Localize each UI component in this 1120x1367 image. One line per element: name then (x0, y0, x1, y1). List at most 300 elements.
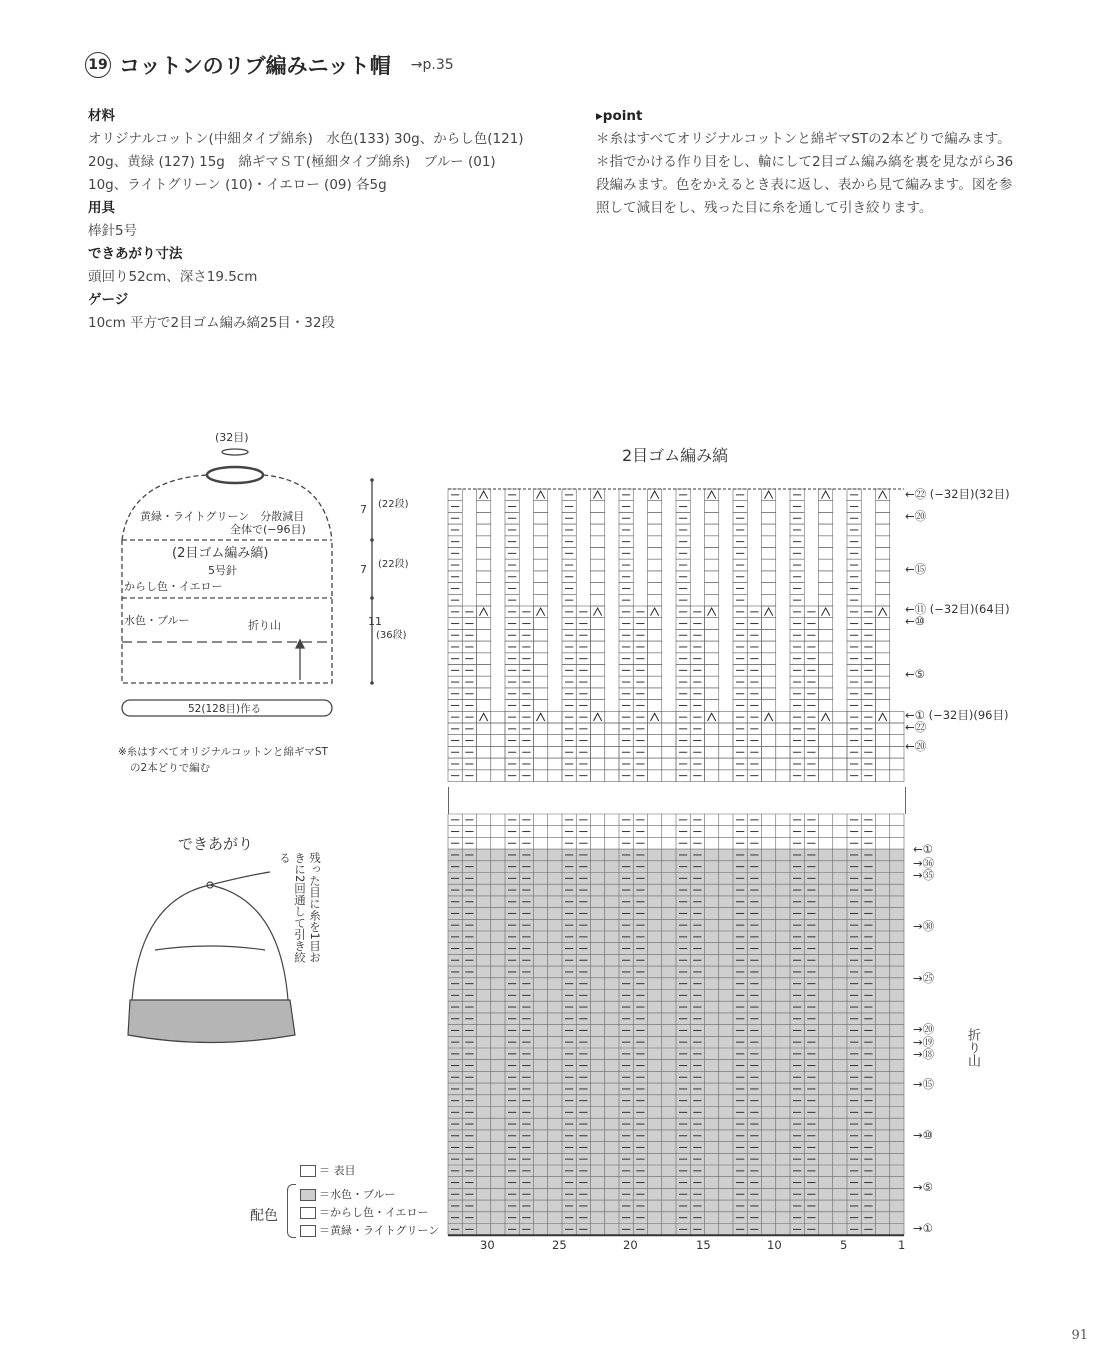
chart-cell (477, 653, 491, 665)
chart-cell (534, 524, 548, 536)
decrease-symbol (537, 491, 545, 499)
chart-cell (591, 723, 605, 735)
chart-cell (548, 711, 562, 723)
legend-swatch (300, 1207, 316, 1219)
decrease-symbol (765, 608, 773, 616)
arrow-head (296, 640, 304, 648)
chart-cell (648, 512, 662, 524)
chart-cell (534, 618, 548, 630)
yarn-note: の2本どりで編む (130, 762, 211, 774)
crown-left (122, 475, 207, 540)
chart-cell (762, 618, 776, 630)
chart-cell (762, 536, 776, 548)
chart-cell (876, 746, 890, 758)
decrease-symbol (480, 713, 488, 721)
chart-cell (534, 583, 548, 595)
chart-cell (648, 594, 662, 606)
row-label: ←㉒ (905, 720, 927, 734)
chart-cell (876, 641, 890, 653)
chart-cell (705, 746, 719, 758)
chart-cell (477, 688, 491, 700)
chart-cell (477, 770, 491, 782)
chart-cell (477, 700, 491, 712)
legend-group-label: 配色 (250, 1208, 278, 1224)
chart-cell (705, 583, 719, 595)
chart-cell (491, 758, 505, 770)
chart-cell (648, 665, 662, 677)
row-label: ←⑳ (905, 509, 927, 523)
page-title (85, 50, 454, 80)
chart-lower-grid (448, 814, 910, 1236)
chart-cell (534, 688, 548, 700)
chart-cell (605, 723, 619, 735)
gauge-heading: ゲージ (88, 292, 129, 308)
chart-cell (819, 501, 833, 513)
x-tick: 10 (767, 1238, 782, 1252)
chart-cell (776, 735, 790, 747)
chart-cell (705, 770, 719, 782)
tools-text: 棒針5号 (88, 223, 138, 239)
chart-cell (591, 512, 605, 524)
chart-cell (591, 641, 605, 653)
materials-section (88, 105, 578, 335)
row-label: →⑤ (913, 1180, 933, 1194)
top-opening (207, 467, 263, 483)
chart-cell (491, 746, 505, 758)
chart-cell (534, 594, 548, 606)
chart-cell (819, 770, 833, 782)
cast-on-label: 52(128目)作る (188, 703, 262, 715)
chart-cell (762, 512, 776, 524)
chart-cell (477, 501, 491, 513)
chart-cell (705, 571, 719, 583)
point-heading: ▸point (596, 108, 643, 124)
chart-title: 2目ゴム編み縞 (622, 446, 729, 465)
chart-cell (648, 641, 662, 653)
decrease-symbol (765, 713, 773, 721)
legend-swatch-shaded (300, 1189, 316, 1201)
chart-cell (819, 665, 833, 677)
chart-cell (705, 700, 719, 712)
pattern-number: 19 (85, 52, 111, 78)
chart-cell (762, 723, 776, 735)
x-tick: 30 (480, 1238, 495, 1252)
chart-cell (591, 629, 605, 641)
chart-cell (591, 770, 605, 782)
chart-cell (762, 559, 776, 571)
chart-cell (762, 583, 776, 595)
row-label: ←① (913, 842, 933, 856)
needle-label: 5号針 (208, 564, 237, 577)
legend-brace (287, 1184, 296, 1238)
chart-cell (705, 735, 719, 747)
chart-cell (534, 512, 548, 524)
decrease-symbol (765, 491, 773, 499)
chart-cell (819, 583, 833, 595)
chart-cell (876, 653, 890, 665)
chart-cell (762, 571, 776, 583)
chart-cell (833, 746, 847, 758)
gauge-text: 10cm 平方で2目ゴム編み縞25目・32段 (88, 315, 335, 331)
chart-cell (776, 770, 790, 782)
chart-cell (705, 676, 719, 688)
chart-cell (477, 723, 491, 735)
chart-cell (876, 536, 890, 548)
chart-cell (705, 618, 719, 630)
chart-cell (705, 641, 719, 653)
chart-cell (591, 618, 605, 630)
chart-cell (648, 700, 662, 712)
chart-cell (762, 676, 776, 688)
chart-cell (591, 594, 605, 606)
chart-cell (705, 723, 719, 735)
chart-cell (477, 594, 491, 606)
chart-cell (876, 676, 890, 688)
chart-cell (548, 723, 562, 735)
chart-cell (819, 723, 833, 735)
chart-cell (534, 665, 548, 677)
chart-cell (719, 758, 733, 770)
chart-cell (762, 653, 776, 665)
chart-cell (833, 711, 847, 723)
chart-cell (477, 548, 491, 560)
chart-cell (890, 770, 904, 782)
chart-cell (591, 735, 605, 747)
chart-cell (591, 700, 605, 712)
chart-cell (605, 735, 619, 747)
tools-heading: 用具 (88, 200, 115, 216)
chart-cell (534, 770, 548, 782)
chart-cell (591, 676, 605, 688)
chart-cell (762, 641, 776, 653)
decrease-symbol (879, 713, 887, 721)
chart-cell (591, 688, 605, 700)
chart-cell (876, 594, 890, 606)
dimension-cm: 11 (368, 615, 382, 628)
chart-cell (477, 583, 491, 595)
hat-brim (128, 1000, 295, 1043)
chart-cell (662, 735, 676, 747)
chart-cell (819, 758, 833, 770)
yarn-note: ※糸はすべてオリジナルコットンと綿ギマST (118, 746, 328, 758)
decrease-symbol (822, 491, 830, 499)
chart-cell (548, 735, 562, 747)
chart-cell (534, 536, 548, 548)
legend-swatch (300, 1165, 316, 1177)
chart-cell (648, 653, 662, 665)
chart-cell (534, 629, 548, 641)
row-label: →㉕ (913, 971, 935, 985)
dimension-rows: (22段) (378, 499, 409, 510)
row-label: ←① (−32目)(96目) (905, 708, 1009, 722)
dimension-rows: (22段) (378, 559, 409, 570)
chart-cell (648, 723, 662, 735)
chart-cell (477, 629, 491, 641)
decrease-symbol (480, 608, 488, 616)
chart-cell (491, 770, 505, 782)
chart-cell (705, 536, 719, 548)
chart-cell (833, 770, 847, 782)
x-tick: 5 (840, 1238, 848, 1252)
size-text: 頭回り52cm、深さ19.5cm (88, 269, 258, 285)
finished-heading: できあがり (178, 835, 254, 853)
chart-cell (534, 723, 548, 735)
chart-cell (819, 512, 833, 524)
chart-cell (776, 758, 790, 770)
chart-cell (662, 746, 676, 758)
chart-cell (705, 512, 719, 524)
chart-cell (477, 665, 491, 677)
chart-cell (876, 700, 890, 712)
chart-cell (762, 501, 776, 513)
legend-color: ＝からし色・イエロー (300, 1204, 429, 1220)
chart-cell (890, 758, 904, 770)
chart-cell (819, 735, 833, 747)
chart-cell (819, 524, 833, 536)
chart-cell (819, 548, 833, 560)
chart-cell (648, 629, 662, 641)
chart-cell (477, 512, 491, 524)
decrease-symbol (651, 608, 659, 616)
chart-upper-grid (448, 485, 910, 787)
crown-color-label: 黄緑・ライトグリーン 分散減目 (140, 510, 305, 523)
decrease-symbol (537, 713, 545, 721)
chart-cell (876, 559, 890, 571)
legend-color: ＝黄緑・ライトグリーン (300, 1222, 439, 1238)
stripe-line (155, 946, 265, 950)
decrease-label: 全体で(−96目) (230, 523, 306, 536)
chart-cell (534, 676, 548, 688)
chart-cell (833, 723, 847, 735)
chart-cell (876, 665, 890, 677)
chart-cell (662, 723, 676, 735)
mid-color-label: からし色・イエロー (124, 580, 223, 593)
chart-cell (762, 735, 776, 747)
chart-cell (648, 536, 662, 548)
chart-cell (819, 676, 833, 688)
decrease-symbol (537, 608, 545, 616)
size-heading: できあがり寸法 (88, 246, 183, 262)
chart-cell (605, 758, 619, 770)
hat-schematic (110, 425, 409, 785)
legend-swatch (300, 1225, 316, 1237)
fold-label: 折り山 (248, 619, 281, 632)
chart-cell (591, 583, 605, 595)
decrease-symbol (708, 608, 716, 616)
row-label: →⑲ (913, 1035, 935, 1049)
chart-cell (591, 548, 605, 560)
yarn-tail (210, 872, 270, 885)
chart-cell (776, 711, 790, 723)
row-label: ←⑤ (905, 667, 925, 681)
top-count-ellipse (222, 449, 248, 455)
chart-cell (548, 770, 562, 782)
chart-cell (705, 524, 719, 536)
point-line: 段編みます。色をかえるとき表に返し、表から見て編みます。図を参 (596, 177, 1013, 193)
chart-cell (719, 770, 733, 782)
chart-cell (876, 524, 890, 536)
decrease-symbol (822, 608, 830, 616)
chart-cell (762, 758, 776, 770)
chart-cell (819, 700, 833, 712)
dimension-cm: 7 (360, 563, 367, 576)
chart-cell (534, 571, 548, 583)
chart-cell (705, 594, 719, 606)
chart-cell (591, 524, 605, 536)
decrease-symbol (651, 491, 659, 499)
chart-cell (477, 618, 491, 630)
row-label: →⑱ (913, 1047, 935, 1061)
chart-cell (591, 665, 605, 677)
chart-cell (591, 536, 605, 548)
chart-cell (833, 735, 847, 747)
chart-cell (762, 746, 776, 758)
chart-cell (876, 583, 890, 595)
chart-connector (905, 787, 906, 814)
chart-cell (534, 641, 548, 653)
chart-cell (762, 770, 776, 782)
chart-cell (477, 536, 491, 548)
page-number: 91 (1071, 1328, 1088, 1343)
chart-cell (477, 571, 491, 583)
chart-cell (705, 501, 719, 513)
chart-cell (491, 723, 505, 735)
chart-cell (648, 735, 662, 747)
top-count-label: (32目) (215, 431, 249, 444)
chart-cell (762, 548, 776, 560)
dimension-cm: 7 (360, 503, 367, 516)
chart-cell (591, 758, 605, 770)
materials-line: オリジナルコットン(中細タイプ綿糸) 水色(133) 30g、からし色(121) (88, 131, 524, 147)
decrease-symbol (594, 713, 602, 721)
chart-cell (534, 735, 548, 747)
point-line: ＊指でかける作り目をし、輪にして2目ゴム編み縞を裏を見ながら36 (596, 154, 1014, 170)
chart-cell (648, 548, 662, 560)
chart-cell (591, 501, 605, 513)
chart-cell (591, 653, 605, 665)
decrease-symbol (708, 713, 716, 721)
chart-cell (477, 559, 491, 571)
chart-cell (534, 653, 548, 665)
chart-cell (819, 571, 833, 583)
chart-cell (534, 548, 548, 560)
row-label: ←⑩ (905, 614, 925, 628)
chart-cell (890, 711, 904, 723)
chart-cell (534, 758, 548, 770)
chart-cell (890, 735, 904, 747)
x-tick: 1 (898, 1238, 906, 1252)
chart-cell (591, 559, 605, 571)
row-label: →⑮ (913, 1077, 935, 1091)
materials-line: 20g、黄緑 (127) 15g 綿ギマＳＴ(極細タイプ綿糸) ブルー (01) (88, 154, 496, 170)
decrease-symbol (594, 491, 602, 499)
x-tick: 15 (696, 1238, 711, 1252)
pattern-title: コットンのリブ編みニット帽 (119, 54, 391, 78)
x-tick: 20 (623, 1238, 638, 1252)
row-label: ←⑮ (905, 562, 927, 576)
chart-cell (662, 711, 676, 723)
chart-cell (819, 559, 833, 571)
chart-cell (762, 524, 776, 536)
chart-cell (876, 618, 890, 630)
chart-cell (762, 665, 776, 677)
row-label: ←⑪ (−32目)(64目) (905, 602, 1010, 616)
chart-cell (605, 746, 619, 758)
point-line: 照して減目をし、残った目に糸を通して引き絞ります。 (596, 200, 933, 216)
low-color-label: 水色・ブルー (124, 614, 190, 627)
decrease-symbol (822, 713, 830, 721)
row-label: →⑩ (913, 1128, 933, 1142)
chart-cell (876, 501, 890, 513)
chart-cell (705, 688, 719, 700)
chart-cell (705, 548, 719, 560)
x-tick: 25 (552, 1238, 567, 1252)
chart-cell (477, 524, 491, 536)
chart-fold-label: 折り山 (965, 1028, 980, 1067)
chart-cell (705, 653, 719, 665)
pattern-label: (2目ゴム編み縞) (172, 546, 269, 561)
chart-cell (491, 711, 505, 723)
row-label: →⑳ (913, 1022, 935, 1036)
chart-cell (876, 723, 890, 735)
row-label: →㉟ (913, 868, 935, 882)
chart-cell (477, 758, 491, 770)
chart-cell (477, 676, 491, 688)
chart-cell (648, 676, 662, 688)
chart-cell (876, 629, 890, 641)
chart-cell (534, 746, 548, 758)
chart-cell (819, 629, 833, 641)
decrease-symbol (594, 608, 602, 616)
materials-line: 10g、ライトグリーン (10)・イエロー (09) 各5g (88, 177, 387, 193)
row-label: →㉚ (913, 919, 935, 933)
chart-cell (648, 618, 662, 630)
chart-cell (762, 688, 776, 700)
chart-cell (890, 723, 904, 735)
chart-cell (648, 688, 662, 700)
chart-cell (591, 746, 605, 758)
chart-cell (890, 746, 904, 758)
decrease-symbol (708, 491, 716, 499)
chart-cell (876, 770, 890, 782)
chart-cell (648, 501, 662, 513)
chart-cell (762, 629, 776, 641)
chart-cell (819, 653, 833, 665)
chart-cell (876, 758, 890, 770)
chart-connector (448, 787, 449, 814)
chart-cell (534, 559, 548, 571)
chart-cell (648, 758, 662, 770)
chart-cell (705, 758, 719, 770)
chart-cell (648, 583, 662, 595)
point-line: ＊糸はすべてオリジナルコットンと綿ギマSTの2本どりで編みます。 (596, 131, 1011, 147)
chart-cell (605, 770, 619, 782)
chart-cell (876, 512, 890, 524)
chart-cell (705, 559, 719, 571)
chart-cell (477, 735, 491, 747)
chart-cell (705, 665, 719, 677)
hat-crown (132, 885, 288, 1000)
chart-cell (648, 559, 662, 571)
chart-cell (605, 711, 619, 723)
decrease-symbol (879, 491, 887, 499)
chart-cell (819, 746, 833, 758)
chart-cell (719, 746, 733, 758)
chart-cell (776, 723, 790, 735)
chart-cell (819, 536, 833, 548)
chart-cell (705, 629, 719, 641)
row-label: →㊱ (913, 856, 935, 870)
